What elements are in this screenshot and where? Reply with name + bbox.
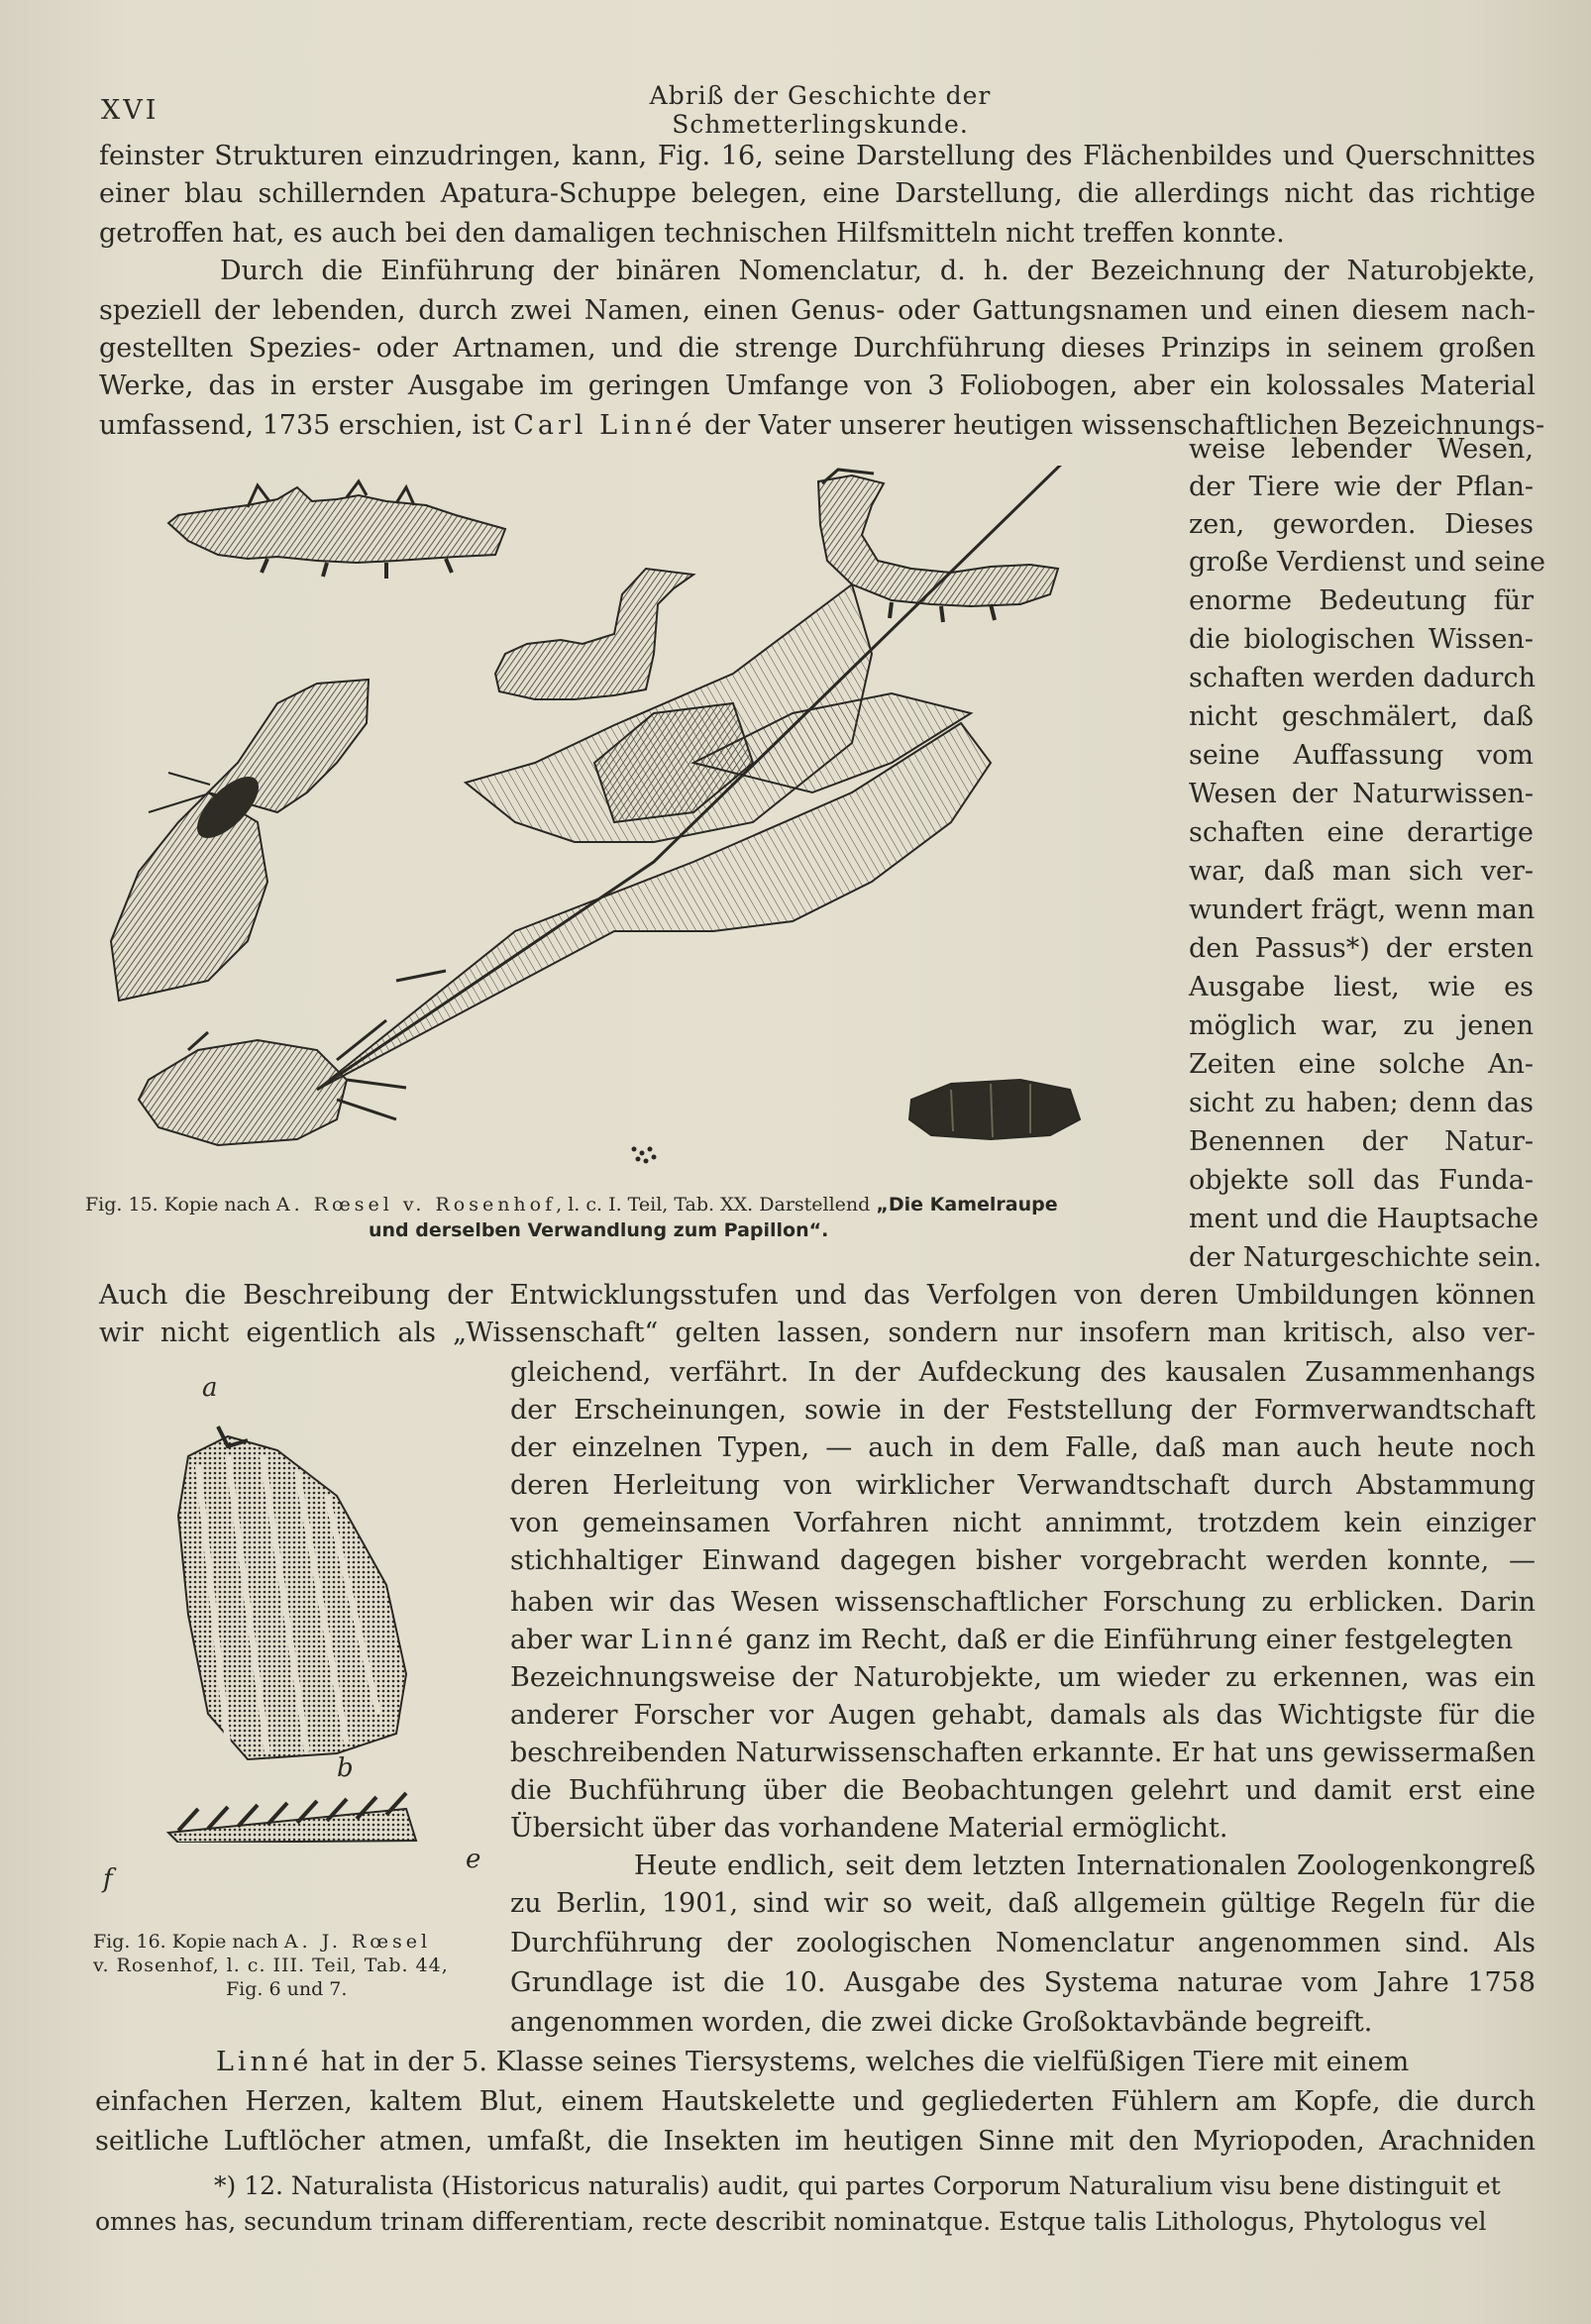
caption-title: und derselben Verwandlung zum Papillon“. [369, 1219, 829, 1241]
caterpillar-middle [495, 569, 693, 699]
figure-label-b: b [337, 1753, 354, 1783]
column-line: Ausgabe liest, wie es [1189, 972, 1534, 1003]
text-line [216, 2045, 1536, 2080]
figure-label-e: e [466, 1845, 481, 1874]
column-line: enorme Bedeutung für [1189, 585, 1534, 616]
footnote-line: omnes has, secundum trinam differentiam, recte describit nominatque. Estque talis Lithologus, Phytologus vel [95, 2207, 1487, 2236]
column-line: der Tiere wie der Pflan- [1189, 472, 1534, 502]
figure-16-caption-line2: v. Rosenhof, l. c. III. Teil, Tab. 44, [93, 1954, 449, 1976]
moth-left [111, 680, 369, 1001]
text-line: haben wir das Wesen wissenschaftlicher Forschung zu erblicken. Darin [510, 1587, 1536, 1618]
caption-author: A. Rœsel v. Rosenhof [275, 1194, 557, 1215]
text-line: seitliche Luftlöcher atmen, umfaßt, die Insekten im heutigen Sinne mit den Myriopoden, Arachniden [95, 2126, 1536, 2157]
cocoon-left [139, 1032, 406, 1145]
eggs-small [632, 1147, 657, 1164]
column-line: Wesen der Naturwissen- [1189, 779, 1534, 809]
column-line: schaften werden dadurch [1189, 663, 1536, 693]
scale-surface [178, 1426, 406, 1759]
text-line: deren Herleitung von wirklicher Verwandtschaft durch Abstammung [510, 1470, 1536, 1501]
text-line: Übersicht über das vorhandene Material ermöglicht. [510, 1813, 1228, 1844]
text-fragment: aber war [510, 1625, 641, 1655]
text-line: Bezeichnungsweise der Naturobjekte, um wieder zu erkennen, was ein [510, 1662, 1536, 1693]
figure-label-a: a [202, 1373, 218, 1403]
text-line: Durchführung der zoologischen Nomenclatur angenommen sind. Als [510, 1928, 1536, 1958]
text-line: einer blau schillernden Apatura-Schuppe belegen, eine Darstellung, die allerdings nicht das richtige [99, 178, 1536, 209]
text-line: der einzelnen Typen, — auch in dem Falle, daß man auch heute noch [510, 1432, 1536, 1463]
caterpillar-top-left [168, 481, 505, 579]
text-line: einfachen Herzen, kaltem Blut, einem Hautskelette und gegliederten Fühlern am Kopfe, die durch [95, 2086, 1536, 2117]
author-name: Linné [640, 1625, 737, 1655]
text-line [510, 1623, 1536, 1658]
footnote-line: *) 12. Naturalista (Historicus naturalis) audit, qui partes Corporum Naturalium visu bene distinguit et [214, 2171, 1501, 2200]
column-line: die biologischen Wissen- [1189, 624, 1534, 655]
column-line: schaften eine derartige [1189, 817, 1534, 848]
column-line: seine Auffassung vom [1189, 740, 1534, 771]
column-line: sicht zu haben; denn das [1189, 1088, 1534, 1118]
caption-text: , l. c. I. Teil, Tab. XX. Darstellend [556, 1194, 877, 1215]
caption-title: „Die Kamelraupe [876, 1194, 1058, 1215]
text-line: speziell der lebenden, durch zwei Namen, einen Genus- oder Gattungsnamen und einen diesem nach- [99, 295, 1536, 326]
text-fragment: umfassend, 1735 erschien, ist [99, 410, 514, 441]
text-line: zu Berlin, 1901, sind wir so weit, daß allgemein gültige Regeln für die [510, 1888, 1536, 1919]
author-name: Linné [216, 2047, 313, 2077]
column-line: Zeiten eine solche An- [1189, 1049, 1534, 1080]
column-line: war, daß man sich ver- [1189, 856, 1534, 887]
text-line: gestellten Spezies- oder Artnamen, und die strenge Durchführung dieses Prinzips in seinem großen [99, 333, 1536, 364]
caption-author: A. J. Rœsel [283, 1931, 432, 1953]
text-fragment: ganz im Recht, daß er die Einführung einer festgelegten [736, 1625, 1514, 1655]
column-line: nicht geschmälert, daß [1189, 701, 1534, 732]
scale-cross-section [168, 1793, 416, 1843]
text-line: wir nicht eigentlich als „Wissenschaft“ gelten lassen, sondern nur insofern man kritisch, also ver- [99, 1318, 1536, 1348]
pupa-right [909, 1080, 1080, 1139]
column-line: der Naturgeschichte sein. [1189, 1242, 1542, 1273]
figure-16-illustration [109, 1417, 495, 1843]
text-line: die Buchführung über die Beobachtungen gelehrt und damit erst eine [510, 1775, 1536, 1806]
caption-text: Fig. 16. Kopie nach [93, 1931, 284, 1953]
text-line: Durch die Einführung der binären Nomenclatur, d. h. der Bezeichnung der Naturobjekte, [220, 256, 1536, 286]
text-line: Auch die Beschreibung der Entwicklungsstufen und das Verfolgen von deren Umbildungen können [99, 1280, 1536, 1311]
text-fragment: der Vater unserer heutigen wissenschaftlichen Bezeichnungs- [695, 410, 1545, 441]
caption-text: Fig. 15. Kopie nach [85, 1194, 276, 1215]
text-line: getroffen hat, es auch bei den damaligen technischen Hilfsmitteln nicht treffen konnte. [99, 218, 1285, 249]
column-line: Benennen der Natur- [1189, 1126, 1534, 1157]
text-line: Werke, das in erster Ausgabe im geringen Umfange von 3 Foliobogen, aber ein kolossales Material [99, 370, 1536, 401]
column-line: zen, geworden. Dieses [1189, 509, 1534, 540]
figure-16-caption-line3: Fig. 6 und 7. [226, 1978, 348, 2000]
text-line: stichhaltiger Einwand dagegen bisher vorgebracht werden konnte, — [510, 1545, 1536, 1576]
text-fragment: hat in der 5. Klasse seines Tiersystems, welches die vielfüßigen Tiere mit einem [312, 2047, 1410, 2077]
text-line: gleichend, verfährt. In der Aufdeckung des kausalen Zusammenhangs [510, 1357, 1536, 1388]
figure-16-caption [93, 1930, 431, 1954]
column-line: objekte soll das Funda- [1189, 1165, 1534, 1196]
text-line: beschreibenden Naturwissenschaften erkannte. Er hat uns gewissermaßen [510, 1738, 1536, 1768]
column-line: große Verdienst und seine [1189, 547, 1546, 578]
column-line: den Passus*) der ersten [1189, 933, 1534, 964]
text-line: anderer Forscher vor Augen gehabt, damals als das Wichtigste für die [510, 1700, 1536, 1731]
column-line: möglich war, zu jenen [1189, 1010, 1534, 1041]
figure-15-illustration [99, 466, 1179, 1179]
figure-15-caption-line2 [369, 1218, 828, 1242]
author-name: Carl Linné [513, 410, 696, 441]
text-line: angenommen worden, die zwei dicke Großoktavbände begreift. [510, 2007, 1373, 2038]
column-line: wundert frägt, wenn man [1189, 895, 1536, 925]
running-title: Abriß der Geschichte der Schmetterlingskunde. [649, 81, 992, 139]
column-line: ment und die Hauptsache [1189, 1204, 1539, 1234]
page-number: XVI [101, 95, 159, 126]
column-line: weise lebender Wesen, [1189, 434, 1534, 465]
text-line: Grundlage ist die 10. Ausgabe des Systema naturae vom Jahre 1758 [510, 1967, 1536, 1998]
figure-15-caption [85, 1193, 1058, 1216]
text-line: der Erscheinungen, sowie in der Feststellung der Formverwandtschaft [510, 1395, 1536, 1426]
text-line: feinster Strukturen einzudringen, kann, Fig. 16, seine Darstellung des Flächenbildes und Querschnittes [99, 141, 1536, 171]
figure-label-f: f [103, 1864, 113, 1894]
text-line: von gemeinsamen Vorfahren nicht annimmt, trotzdem kein einziger [510, 1508, 1536, 1538]
text-line: Heute endlich, seit dem letzten Internationalen Zoologenkongreß [634, 1850, 1536, 1881]
